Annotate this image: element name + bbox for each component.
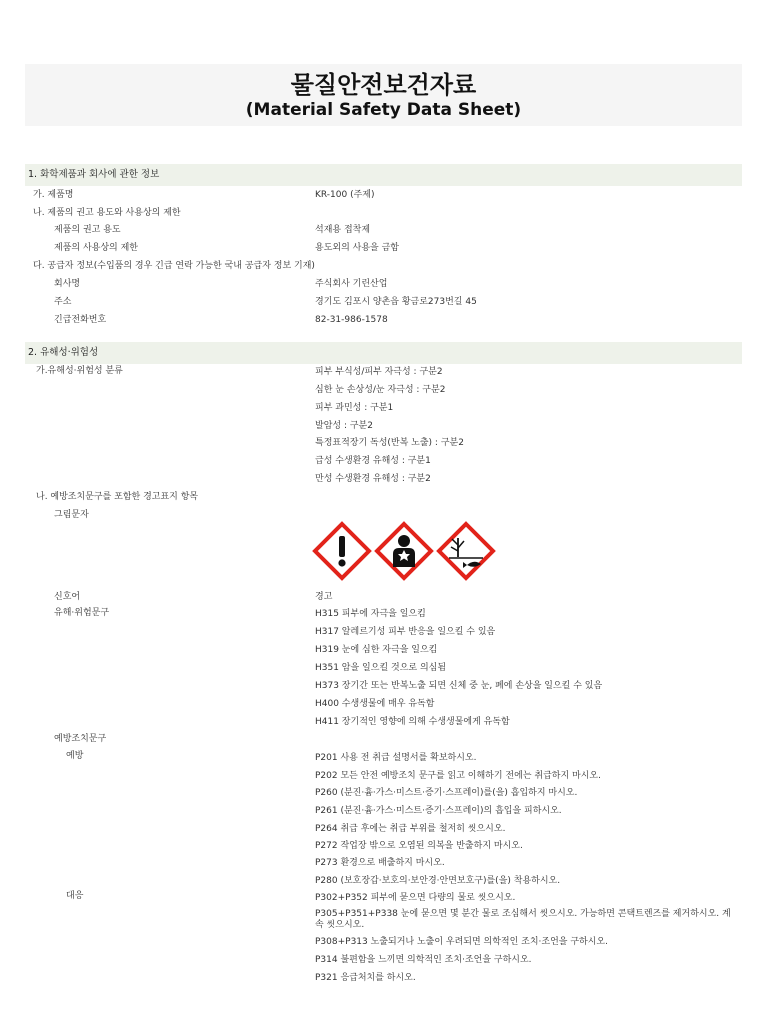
response-statement: P305+P351+P338 눈에 묻으면 몇 분간 물로 조심해서 씻으시오. 가능하면 콘택트렌즈를 제거하시오. 계속 씻으시오. — [315, 909, 731, 930]
hazard-statement: H319 눈에 심한 자극을 일으킴 — [315, 645, 438, 655]
prevention-statement: P201 사용 전 취급 설명서를 확보하시오. — [315, 753, 477, 763]
classification-item: 급성 수생환경 유해성 : 구분1 — [315, 456, 431, 466]
prevention-statement: P280 (보호장갑·보호의·보안경·안면보호구)를(을) 착용하시오. — [315, 876, 561, 886]
hazard-statement: H315 피부에 자극을 일으킴 — [315, 609, 426, 619]
prevention-statement: P264 취급 후에는 취급 부위를 철저히 씻으시오. — [315, 824, 506, 834]
response-label: 대응 — [66, 891, 84, 901]
hazard-statement: H411 장기적인 영향에 의해 수생생물에게 유독함 — [315, 717, 510, 727]
response-statement: P321 응급처치를 하시오. — [315, 973, 416, 983]
restriction-label: 제품의 사용상의 제한 — [54, 243, 138, 253]
classification-item: 만성 수생환경 유해성 : 구분2 — [315, 474, 431, 484]
classification-item: 피부 과민성 : 구분1 — [315, 403, 394, 413]
product-name-value: KR-100 (주제) — [315, 190, 375, 200]
prevention-statement: P272 작업장 밖으로 오염된 의복을 반출하지 마시오. — [315, 841, 523, 851]
classification-label: 가.유해성·위험성 분류 — [36, 366, 123, 376]
title-english: (Material Safety Data Sheet) — [245, 100, 522, 120]
title-korean: 물질안전보건자료 — [290, 71, 477, 99]
address-label: 주소 — [54, 297, 72, 307]
product-name-label: 가. 제품명 — [33, 190, 74, 200]
pictogram-label: 그림문자 — [54, 510, 89, 520]
restriction-value: 용도외의 사용을 금함 — [315, 243, 399, 253]
use-header: 나. 제품의 권고 용도와 사용상의 제한 — [33, 208, 181, 218]
signal-word-label: 신호어 — [54, 592, 81, 602]
classification-item: 발암성 : 구분2 — [315, 421, 373, 431]
precaution-label: 예방조치문구 — [54, 734, 107, 744]
recommended-use-value: 석재용 접착제 — [315, 225, 371, 235]
label-elements-header: 나. 예방조치문구를 포함한 경고표지 항목 — [36, 492, 199, 502]
address-value: 경기도 김포시 양촌읍 황금로273번길 45 — [315, 297, 477, 307]
health-hazard-icon — [374, 521, 434, 581]
hazard-statement: H351 암을 일으킬 것으로 의심됨 — [315, 663, 447, 673]
company-label: 회사명 — [54, 279, 81, 289]
recommended-use-label: 제품의 권고 용도 — [54, 225, 121, 235]
prevention-statement: P273 환경으로 배출하지 마시오. — [315, 858, 445, 868]
phone-label: 긴급전화번호 — [54, 315, 107, 325]
prevention-statement: P202 모든 안전 예방조치 문구를 읽고 이해하기 전에는 취급하지 마시오. — [315, 771, 601, 781]
classification-item: 특정표적장기 독성(반복 노출) : 구분2 — [315, 438, 464, 448]
hazard-statement: H400 수생생물에 매우 유독함 — [315, 699, 435, 709]
hazard-statements-label: 유해·위험문구 — [54, 608, 110, 618]
section-2-heading: 2. 유해성·위험성 — [25, 342, 742, 364]
prevention-label: 예방 — [66, 751, 84, 761]
company-value: 주식회사 기린산업 — [315, 279, 388, 289]
document-title-block — [25, 64, 742, 126]
response-statement: P308+P313 노출되거나 노출이 우려되면 의학적인 조치·조언을 구하시오. — [315, 937, 608, 947]
response-statement: P314 불편함을 느끼면 의학적인 조치·조언을 구하시오. — [315, 955, 532, 965]
prevention-statement: P261 (분진·흄·가스·미스트·증기·스프레이)의 흡입을 피하시오. — [315, 806, 562, 816]
supplier-header: 다. 공급자 정보(수입품의 경우 긴급 연락 가능한 국내 공급자 정보 기재) — [33, 261, 315, 271]
classification-item: 피부 부식성/피부 자극성 : 구분2 — [315, 367, 443, 377]
prevention-statement: P260 (분진·흄·가스·미스트·증기·스프레이)를(을) 흡입하지 마시오. — [315, 788, 578, 798]
exclamation-mark-icon — [312, 521, 372, 581]
phone-value: 82-31-986-1578 — [315, 315, 388, 325]
hazard-statement: H373 장기간 또는 반복노출 되면 신체 중 눈, 폐에 손상을 일으킬 수 있음 — [315, 681, 603, 691]
classification-item: 심한 눈 손상성/눈 자극성 : 구분2 — [315, 385, 446, 395]
environment-icon — [436, 521, 496, 581]
signal-word-value: 경고 — [315, 592, 333, 602]
section-1-heading: 1. 화학제품과 회사에 관한 정보 — [25, 164, 742, 186]
response-statement: P302+P352 피부에 묻으면 다량의 물로 씻으시오. — [315, 893, 516, 903]
hazard-statement: H317 알레르기성 피부 반응을 일으킬 수 있음 — [315, 627, 496, 637]
